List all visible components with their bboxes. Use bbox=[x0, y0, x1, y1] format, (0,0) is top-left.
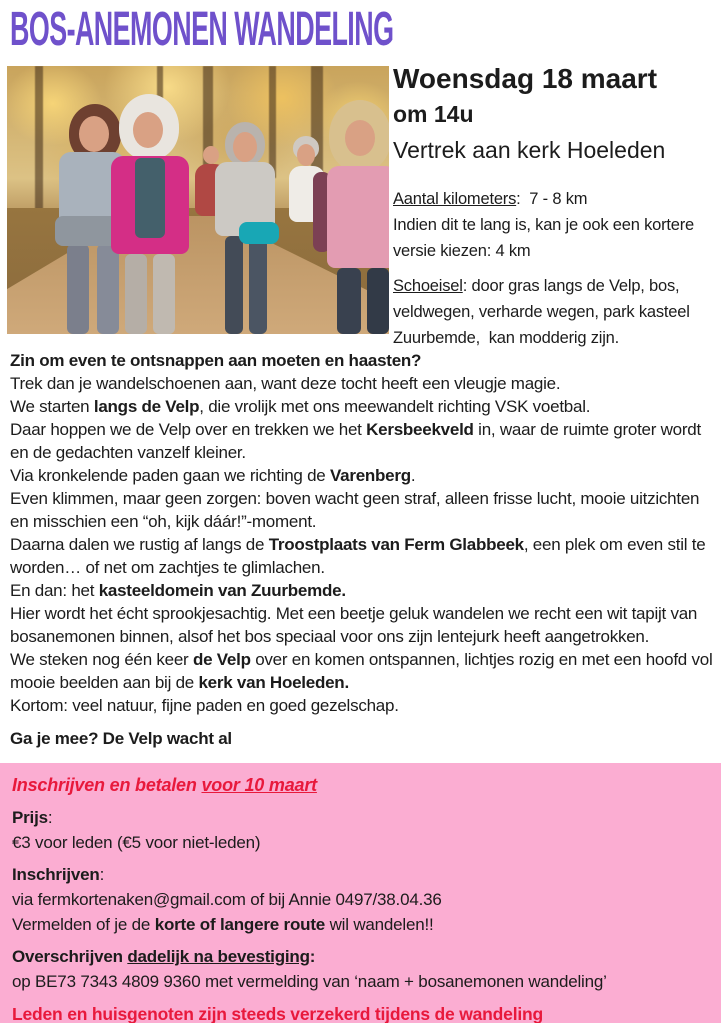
hiker-figure bbox=[7, 66, 389, 334]
story-paragraph: We starten langs de Velp, die vrolijk met ons meewandelt richting VSK voetbal. bbox=[10, 397, 591, 416]
story-paragraph: Daar hoppen we de Velp over en trekken we het Kersbeekveld in, waar de ruimte groter wordt en de gedachten vanzelf kleiner. bbox=[10, 420, 701, 462]
story-paragraph: Trek dan je wandelschoenen aan, want deze tocht heeft een vleugje magie. bbox=[10, 374, 561, 393]
story-paragraph: Daarna dalen we rustig af langs de Troostplaats van Ferm Glabbeek, een plek om even stil te worden… of net om zachtjes te glimlachen. bbox=[10, 535, 706, 577]
story-paragraph: Hier wordt het écht sprookjesachtig. Met een beetje geluk wandelen we recht een wit tapijt van bosanemonen binnen, alsof het bos speciaal voor ons zijn lentejurk heeft aangetrokken. bbox=[10, 604, 698, 646]
story-paragraph: Kortom: veel natuur, fijne paden en goed gezelschap. bbox=[10, 696, 399, 715]
event-date: Woensdag 18 maart bbox=[393, 63, 658, 94]
story-paragraph: Via kronkelende paden gaan we richting de Varenberg. bbox=[10, 466, 416, 485]
registration-header: Inschrijven en betalen voor 10 maart bbox=[12, 775, 317, 795]
payment-label: Overschrijven dadelijk na bevestiging: bbox=[12, 947, 316, 966]
story-paragraph: En dan: het kasteeldomein van Zuurbemde. bbox=[10, 581, 346, 600]
story-paragraph: Even klimmen, maar geen zorgen: boven wacht geen straf, alleen frisse lucht, mooie uitzichten en misschien een “oh, kijk dáár!”-moment. bbox=[10, 489, 700, 531]
event-time: om 14u bbox=[393, 101, 474, 127]
event-details bbox=[393, 62, 721, 351]
hiking-group-photo bbox=[7, 66, 389, 334]
event-distance: Aantal kilometers: 7 - 8 km bbox=[393, 190, 588, 208]
story-cta: Ga je mee? De Velp wacht al bbox=[10, 729, 232, 748]
event-footwear: Schoeisel: door gras langs de Velp, bos, veldwegen, verharde wegen, park kasteel Zuurbemde, kan modderig zijn. bbox=[393, 277, 695, 347]
price-value: €3 voor leden (€5 voor niet-leden) bbox=[12, 833, 261, 852]
signup-value: via fermkortenaken@gmail.com of bij Annie 0497/38.04.36 bbox=[12, 890, 442, 909]
story-paragraph: Zin om even te ontsnappen aan moeten en haasten? bbox=[10, 351, 422, 370]
signup-label: Inschrijven: bbox=[12, 865, 105, 884]
story-paragraph: We steken nog één keer de Velp over en komen ontspannen, lichtjes rozig en met een hoofd vol mooie beelden aan bij de kerk van Hoeleden. bbox=[10, 650, 713, 692]
insurance-note: Leden en huisgenoten zijn steeds verzekerd tijdens de wandeling bbox=[12, 1004, 543, 1023]
walk-description bbox=[10, 349, 714, 750]
price-label: Prijs: bbox=[12, 808, 53, 827]
event-distance-note: Indien dit te lang is, kan je ook een kortere versie kiezen: 4 km bbox=[393, 216, 699, 260]
event-departure: Vertrek aan kerk Hoeleden bbox=[393, 137, 666, 163]
registration-box bbox=[0, 763, 721, 1023]
page-title: BOS-ANEMONEN WANDELING bbox=[10, 3, 394, 56]
signup-note: Vermelden of je de korte of langere route wil wandelen!! bbox=[12, 915, 434, 934]
payment-value: op BE73 7343 4809 9360 met vermelding van ‘naam + bosanemonen wandeling’ bbox=[12, 972, 607, 991]
